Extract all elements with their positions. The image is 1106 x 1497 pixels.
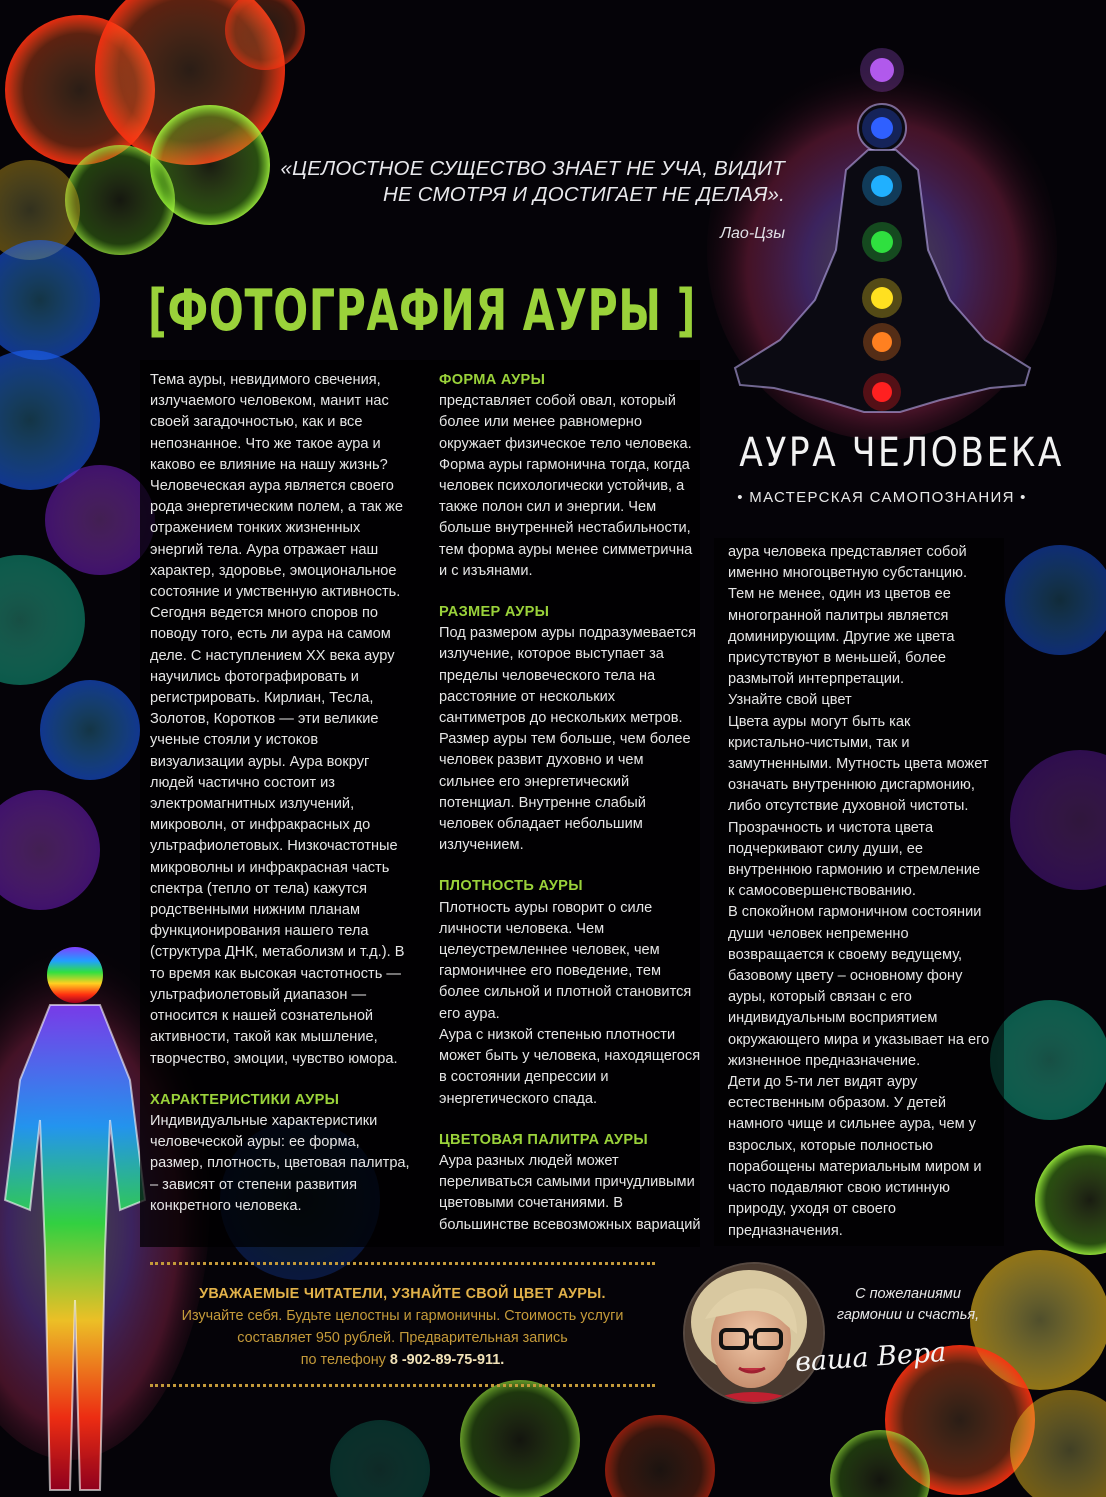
column-1 — [150, 370, 412, 1217]
quote-author: Лао-Цзы — [720, 225, 785, 242]
cta-line-2: составляет 950 рублей. Предварительная запись — [237, 1330, 568, 1346]
paragraph: аура человека представляет собой именно многоцветную субстанцию. Тем не менее, один из цветов ее многогранной палитры является доминирующим. Другие же цвета присутствуют в меньшей, более размытой интерпретации. — [728, 544, 967, 688]
author-photo — [683, 1262, 825, 1404]
divider-top — [150, 1262, 655, 1265]
section-text-shape: представляет собой овал, который более или менее равномерно окружает физическое тело человека. Форма ауры гармонична тогда, когда человек психологически устойчив, а также полон сил и энергии. Чем больше внутренней нестабильности, тем форма ауры менее симметрична и с изъянами. — [439, 393, 693, 579]
page-title: [ФОТОГРАФИЯ АУРЫ ] — [148, 278, 697, 344]
wish-line-2: гармонии и счастья, — [836, 1307, 980, 1323]
wish-line-1: С пожеланиями — [855, 1286, 961, 1302]
cta-phone[interactable]: 8 -902-89-75-911. — [389, 1352, 505, 1368]
section-text-density: Плотность ауры говорит о силе личности человека. Чем целеустремленнее человек, чем гармоничнее его поведение, тем более сильной и плотной становится его аура. — [439, 899, 692, 1022]
epigraph-quote — [250, 156, 785, 208]
brand-subtitle: • МАСТЕРСКАЯ САМОПОЗНАНИЯ • — [737, 489, 1027, 506]
intro-paragraph: Тема ауры, невидимого свечения, излучаемого человеком, манит нас своей загадочностью, как и все непознанное. Что же такое аура и каково ее влияние на нашу жизнь? Человеческая аура является своего рода энергетическим полем, а так же отражением тонких жизненных энергий тела. Аура отражает наш характер, здоровье, эмоциональное состояние и умственную активность. Сегодня ведется много споров по поводу того, есть ли аура на самом деле. С наступлением XX века ауру научились фотографировать и регистрировать. Кирлиан, Тесла, Золотов, Коротков — эти великие ученые стояли у истоков визуализации ауры. Аура вокруг людей частично состоит из электромагнитных излучений, микроволн, от инфракрасных до ультрафиолетовых. Низкочастотные микроволны и инфракрасная часть спектра (тепло от тела) кажутся родственными нижним планам функционирования нашего тела (структура ДНК, метаболизм и т.д.). В то время как высокая частотность — ультрафиолетовый диапазон — относится к нашей сознательной активности, такой как мышление, творчество, эмоции, чувство юмора. — [150, 372, 405, 1067]
paragraph: Цвета ауры могут быть как кристально-чистыми, так и замутненными. Мутность цвета может означать внутреннюю дисгармонию, либо отсутствие духовной чистоты. Прозрачность и чистота цвета подчеркивают силу души, ее внутреннюю гармонию и стремление к самосовершенствованию. — [728, 713, 989, 900]
cta-line-3 — [150, 1349, 655, 1371]
divider-bottom — [150, 1384, 655, 1387]
author-portrait-icon — [685, 1264, 823, 1402]
column-3 — [728, 542, 990, 1242]
cta-line-1: Изучайте себя. Будьте целостны и гармоничны. Стоимость услуги — [181, 1308, 624, 1324]
cta-headline: УВАЖАЕМЫЕ ЧИТАТЕЛИ, УЗНАЙТЕ СВОЙ ЦВЕТ АУРЫ. — [199, 1286, 606, 1302]
call-to-action — [150, 1283, 655, 1371]
paragraph: Узнайте свой цвет — [728, 692, 852, 709]
section-heading-characteristics: ХАРАКТЕРИСТИКИ АУРЫ — [150, 1091, 340, 1108]
section-text-characteristics: Индивидуальные характеристики человеческой ауры: ее форма, размер, плотность, цветовая палитра, – зависят от степени развития конкретного человека. — [150, 1112, 410, 1214]
paragraph: Дети до 5-ти лет видят ауру естественным образом. У детей намного чище и сильнее аура, чем у взрослых, которые полностью порабощены материальным миром и часто подавляют свою истинную природу, уходя от своего предназначения. — [728, 1074, 982, 1239]
brand-name: АУРА ЧЕЛОВЕКА — [739, 430, 1065, 476]
closing-wish — [828, 1284, 988, 1326]
section-heading-density: ПЛОТНОСТЬ АУРЫ — [439, 878, 583, 895]
section-text-palette: Аура разных людей может переливаться самыми причудливыми цветовыми сочетаниями. В большинстве всевозможных вариаций — [439, 1152, 701, 1233]
section-heading-shape: ФОРМА АУРЫ — [439, 372, 546, 388]
cta-phone-label: по телефону — [300, 1352, 390, 1368]
quote-line-1: «ЦЕЛОСТНОЕ СУЩЕСТВО ЗНАЕТ НЕ УЧА, ВИДИТ — [280, 157, 785, 180]
signature: ваша Вера — [794, 1336, 948, 1379]
section-text-density-2: Аура с низкой степенью плотности может быть у человека, находящегося в состоянии депрессии и энергетического спада. — [439, 1026, 701, 1107]
quote-line-2: НЕ СМОТРЯ И ДОСТИГАЕТ НЕ ДЕЛАЯ». — [382, 183, 785, 206]
section-text-size: Под размером ауры подразумевается излучение, которое выступает за пределы человеческого тела на расстояние от нескольких сантиметров до нескольких метров. Размер ауры тем больше, чем более человек развит духовно и чем сильнее его энергетический потенциал. Внутренне слабый человек обладает небольшим излучением. — [439, 625, 696, 854]
section-heading-palette: ЦВЕТОВАЯ ПАЛИТРА АУРЫ — [439, 1131, 649, 1148]
paragraph: В спокойном гармоничном состоянии души человек непременно возвращается к своему ведущему, базовому цвету – основному фону ауры, который связан с его индивидуальным восприятием окружающего мира и указывает на его жизненное предназначение. — [728, 904, 990, 1069]
section-heading-size: РАЗМЕР АУРЫ — [439, 604, 550, 621]
column-2 — [439, 370, 701, 1236]
